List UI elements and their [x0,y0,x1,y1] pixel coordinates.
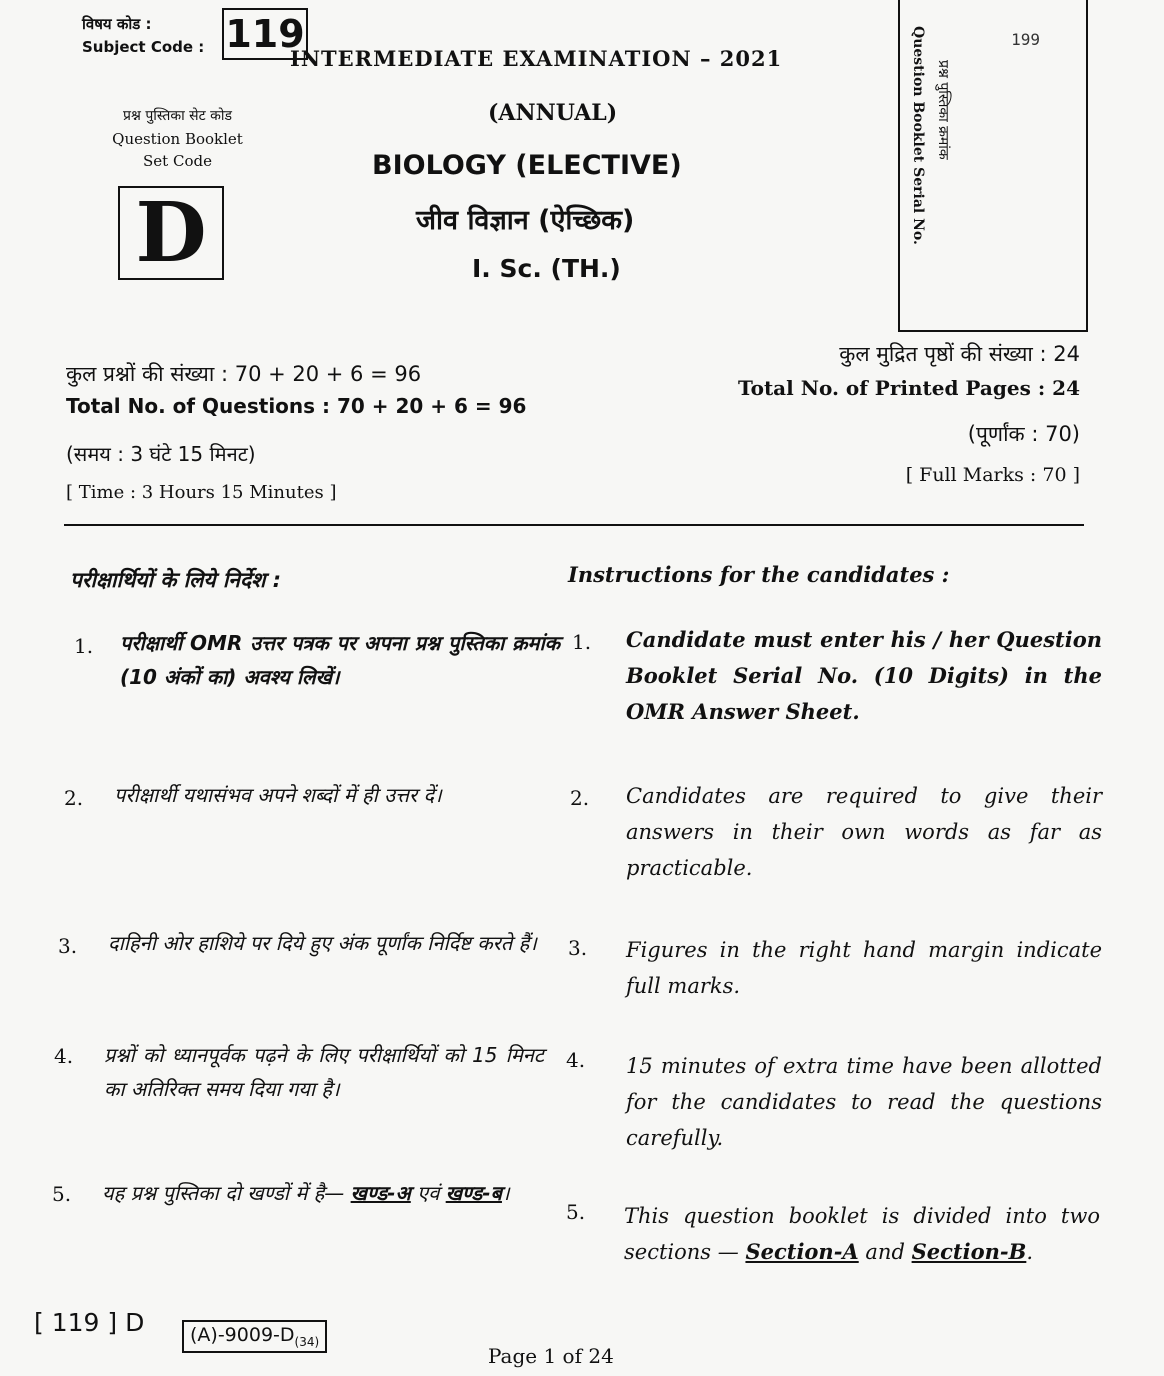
booklet-set-label-2: Set Code [143,152,212,170]
page-number: Page 1 of 24 [488,1344,614,1368]
instruction-number: 1. [572,630,592,654]
exam-title: INTERMEDIATE EXAMINATION – 2021 [290,46,783,71]
subject-code-label: Subject Code : [82,38,205,56]
instruction-text: and [865,1240,905,1264]
instruction-number: 1. [74,634,94,658]
time: [ Time : 3 Hours 15 Minutes ] [66,482,337,503]
instruction-text: एवं [417,1181,440,1205]
instruction-number: 5. [52,1182,72,1206]
pages-count-hi: कुल मुद्रित पृष्ठों की संख्या : 24 [839,342,1080,366]
pages-count: Total No. of Printed Pages : 24 [738,376,1080,400]
instruction-en: 15 minutes of extra time have been allotted for the candidates to read the questions carefully. [626,1054,1102,1150]
instruction-hi [102,1176,542,1210]
instructions-heading: Instructions for the candidates : [568,562,950,587]
instruction-hi: दाहिनी ओर हाशिये पर दिये हुए अंक पूर्णांक निर्दिष्ट करते हैं। [108,931,537,955]
instruction-en: Figures in the right hand margin indicate full marks. [626,938,1102,998]
section-b-label-hi: खण्ड-ब [445,1181,502,1205]
footer-paper-code [182,1320,327,1353]
serial-label-hi: प्रश्न पुस्तिका क्रमांक [935,60,951,160]
questions-count-hi: कुल प्रश्नों की संख्या : 70 + 20 + 6 = 96 [66,362,422,386]
instruction-en: Candidate must enter his / her Question Booklet Serial No. (10 Digits) in the OMR Answer Sheet. [626,627,1102,724]
serial-number: 199 [1011,30,1040,49]
instruction-number: 3. [568,936,588,960]
section-b-label: Section-B [911,1239,1027,1264]
subject-title-hi: जीव विज्ञान (ऐच्छिक) [416,205,635,236]
subject-title: BIOLOGY (ELECTIVE) [372,150,682,181]
footer-code: [ 119 ] D [34,1308,145,1337]
serial-label: Question Booklet Serial No. [910,26,926,245]
instruction-hi: परीक्षार्थी यथासंभव अपने शब्दों में ही उत्तर दें। [114,783,442,807]
subject-code-box: 119 [222,8,308,60]
instructions-heading-hi: परीक्षार्थियों के लिये निर्देश : [70,568,282,592]
subject-code-label-hi: विषय कोड : [82,15,152,33]
paper-code: (A)-9009-D [190,1324,295,1346]
instruction-number: 2. [570,786,590,810]
instruction-hi: प्रश्नों को ध्यानपूर्वक पढ़ने के लिए परीक्षार्थियों को 15 मिनट का अतिरिक्त समय दिया गया है। [104,1043,544,1101]
booklet-set-label: Question Booklet [112,130,243,148]
instruction-number: 4. [54,1044,74,1068]
instruction-number: 3. [58,934,78,958]
exam-type: (ANNUAL) [488,100,618,126]
stream-label: I. Sc. (TH.) [472,254,621,283]
instruction-text: यह प्रश्न पुस्तिका दो खण्डों में है— [102,1181,345,1205]
instruction-hi: परीक्षार्थी OMR उत्तर पत्रक पर अपना प्रश्न पुस्तिका क्रमांक (10 अंकों का) अवश्य लिखें। [120,631,560,689]
instruction-en: Candidates are required to give their answers in their own words as far as practicable. [626,784,1102,880]
full-marks: [ Full Marks : 70 ] [905,464,1080,486]
set-code-box: D [118,186,224,280]
full-marks-hi: (पूर्णांक : 70) [967,422,1080,446]
instruction-number: 5. [566,1200,586,1224]
time-hi: (समय : 3 घंटे 15 मिनट) [66,442,256,466]
section-a-label-hi: खण्ड-अ [350,1181,411,1205]
instruction-text: . [1026,1240,1034,1264]
instruction-number: 4. [566,1048,586,1072]
questions-count: Total No. of Questions : 70 + 20 + 6 = 96 [66,394,527,418]
instruction-text: । [501,1181,510,1205]
instruction-en [624,1198,1100,1270]
paper-code-sub: (34) [294,1334,320,1349]
divider [64,524,1084,526]
section-a-label: Section-A [745,1239,859,1264]
instruction-number: 2. [64,786,84,810]
serial-number-box [898,0,1088,332]
instruction-text: This question booklet is divided into two sections — [624,1204,1100,1264]
booklet-set-label-hi: प्रश्न पुस्तिका सेट कोड [123,108,232,124]
